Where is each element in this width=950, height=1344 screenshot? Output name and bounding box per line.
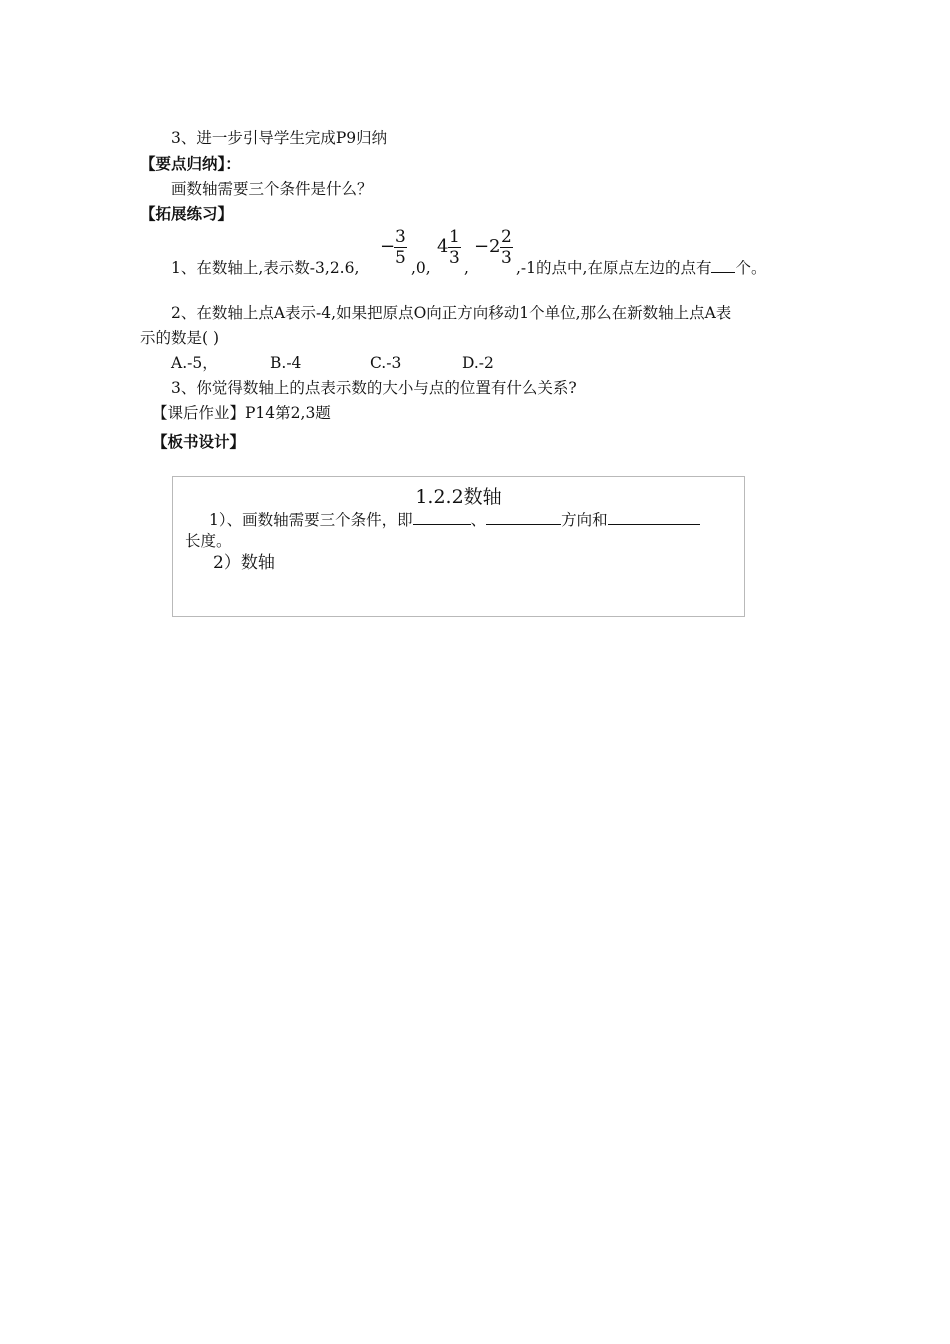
- fraction-1-denominator: 5: [395, 248, 406, 268]
- option-b: B.-4: [270, 354, 302, 372]
- fraction-3-numerator: 2: [501, 227, 512, 247]
- fraction-2-denominator: 3: [449, 248, 460, 268]
- option-c: C.-3: [370, 354, 402, 372]
- fraction-3: [500, 227, 513, 268]
- question-1-suffix: [516, 258, 766, 278]
- practice-heading: 【拓展练习】: [140, 204, 234, 223]
- question-3: 3、你觉得数轴上的点表示数的大小与点的位置有什么关系?: [171, 379, 577, 397]
- board-line-1-sep-1: 、: [470, 511, 487, 529]
- fraction-3-whole: 2: [489, 236, 501, 257]
- question-1-prefix: 1、在数轴上,表示数-3,2.6,: [171, 259, 360, 277]
- board-line-1-prefix: 1）、画数轴需要三个条件，即: [209, 511, 413, 529]
- board-title: 1.2.2数轴: [415, 486, 502, 508]
- guide-line: 3、进一步引导学生完成P9归纳: [171, 129, 388, 147]
- board-line-1: [209, 510, 700, 530]
- fraction-1: [394, 227, 407, 268]
- question-1-end-text: 个。: [735, 259, 767, 277]
- board-line-3: 2）数轴: [213, 553, 275, 573]
- board-design-box: [172, 476, 745, 617]
- board-line-1-sep-2: 方向和: [561, 511, 608, 529]
- question-2-line-2: 示的数是( ): [140, 329, 220, 347]
- question-1-sep-2: ,: [464, 259, 469, 277]
- fraction-2-whole: 4: [437, 236, 449, 257]
- question-2-line-1: 2、在数轴上点A表示-4,如果把原点O向正方向移动1个单位,那么在新数轴上点A表: [171, 304, 732, 322]
- fraction-2: [448, 227, 461, 268]
- board-design-heading: 【板书设计】: [152, 432, 246, 451]
- homework-line: 【课后作业】P14第2,3题: [152, 404, 331, 422]
- question-1-answer-blank[interactable]: [711, 258, 735, 273]
- question-1-sep-1: ,0,: [411, 259, 431, 277]
- board-blank-1[interactable]: [413, 510, 471, 525]
- key-points-heading: 【要点归纳】：: [140, 154, 241, 173]
- board-line-2: 长度。: [185, 532, 232, 550]
- fraction-1-sign: −: [380, 236, 396, 257]
- key-points-question: 画数轴需要三个条件是什么？: [171, 180, 373, 198]
- fraction-3-sign: −: [474, 236, 490, 257]
- fraction-2-numerator: 1: [449, 227, 460, 247]
- option-a: A.-5，: [171, 354, 218, 372]
- board-blank-3[interactable]: [608, 510, 700, 525]
- fraction-3-denominator: 3: [501, 248, 512, 268]
- question-1-suffix-text: ,-1的点中,在原点左边的点有: [516, 259, 712, 277]
- board-blank-2[interactable]: [486, 510, 561, 525]
- option-d: D.-2: [462, 354, 494, 372]
- fraction-1-numerator: 3: [395, 227, 406, 247]
